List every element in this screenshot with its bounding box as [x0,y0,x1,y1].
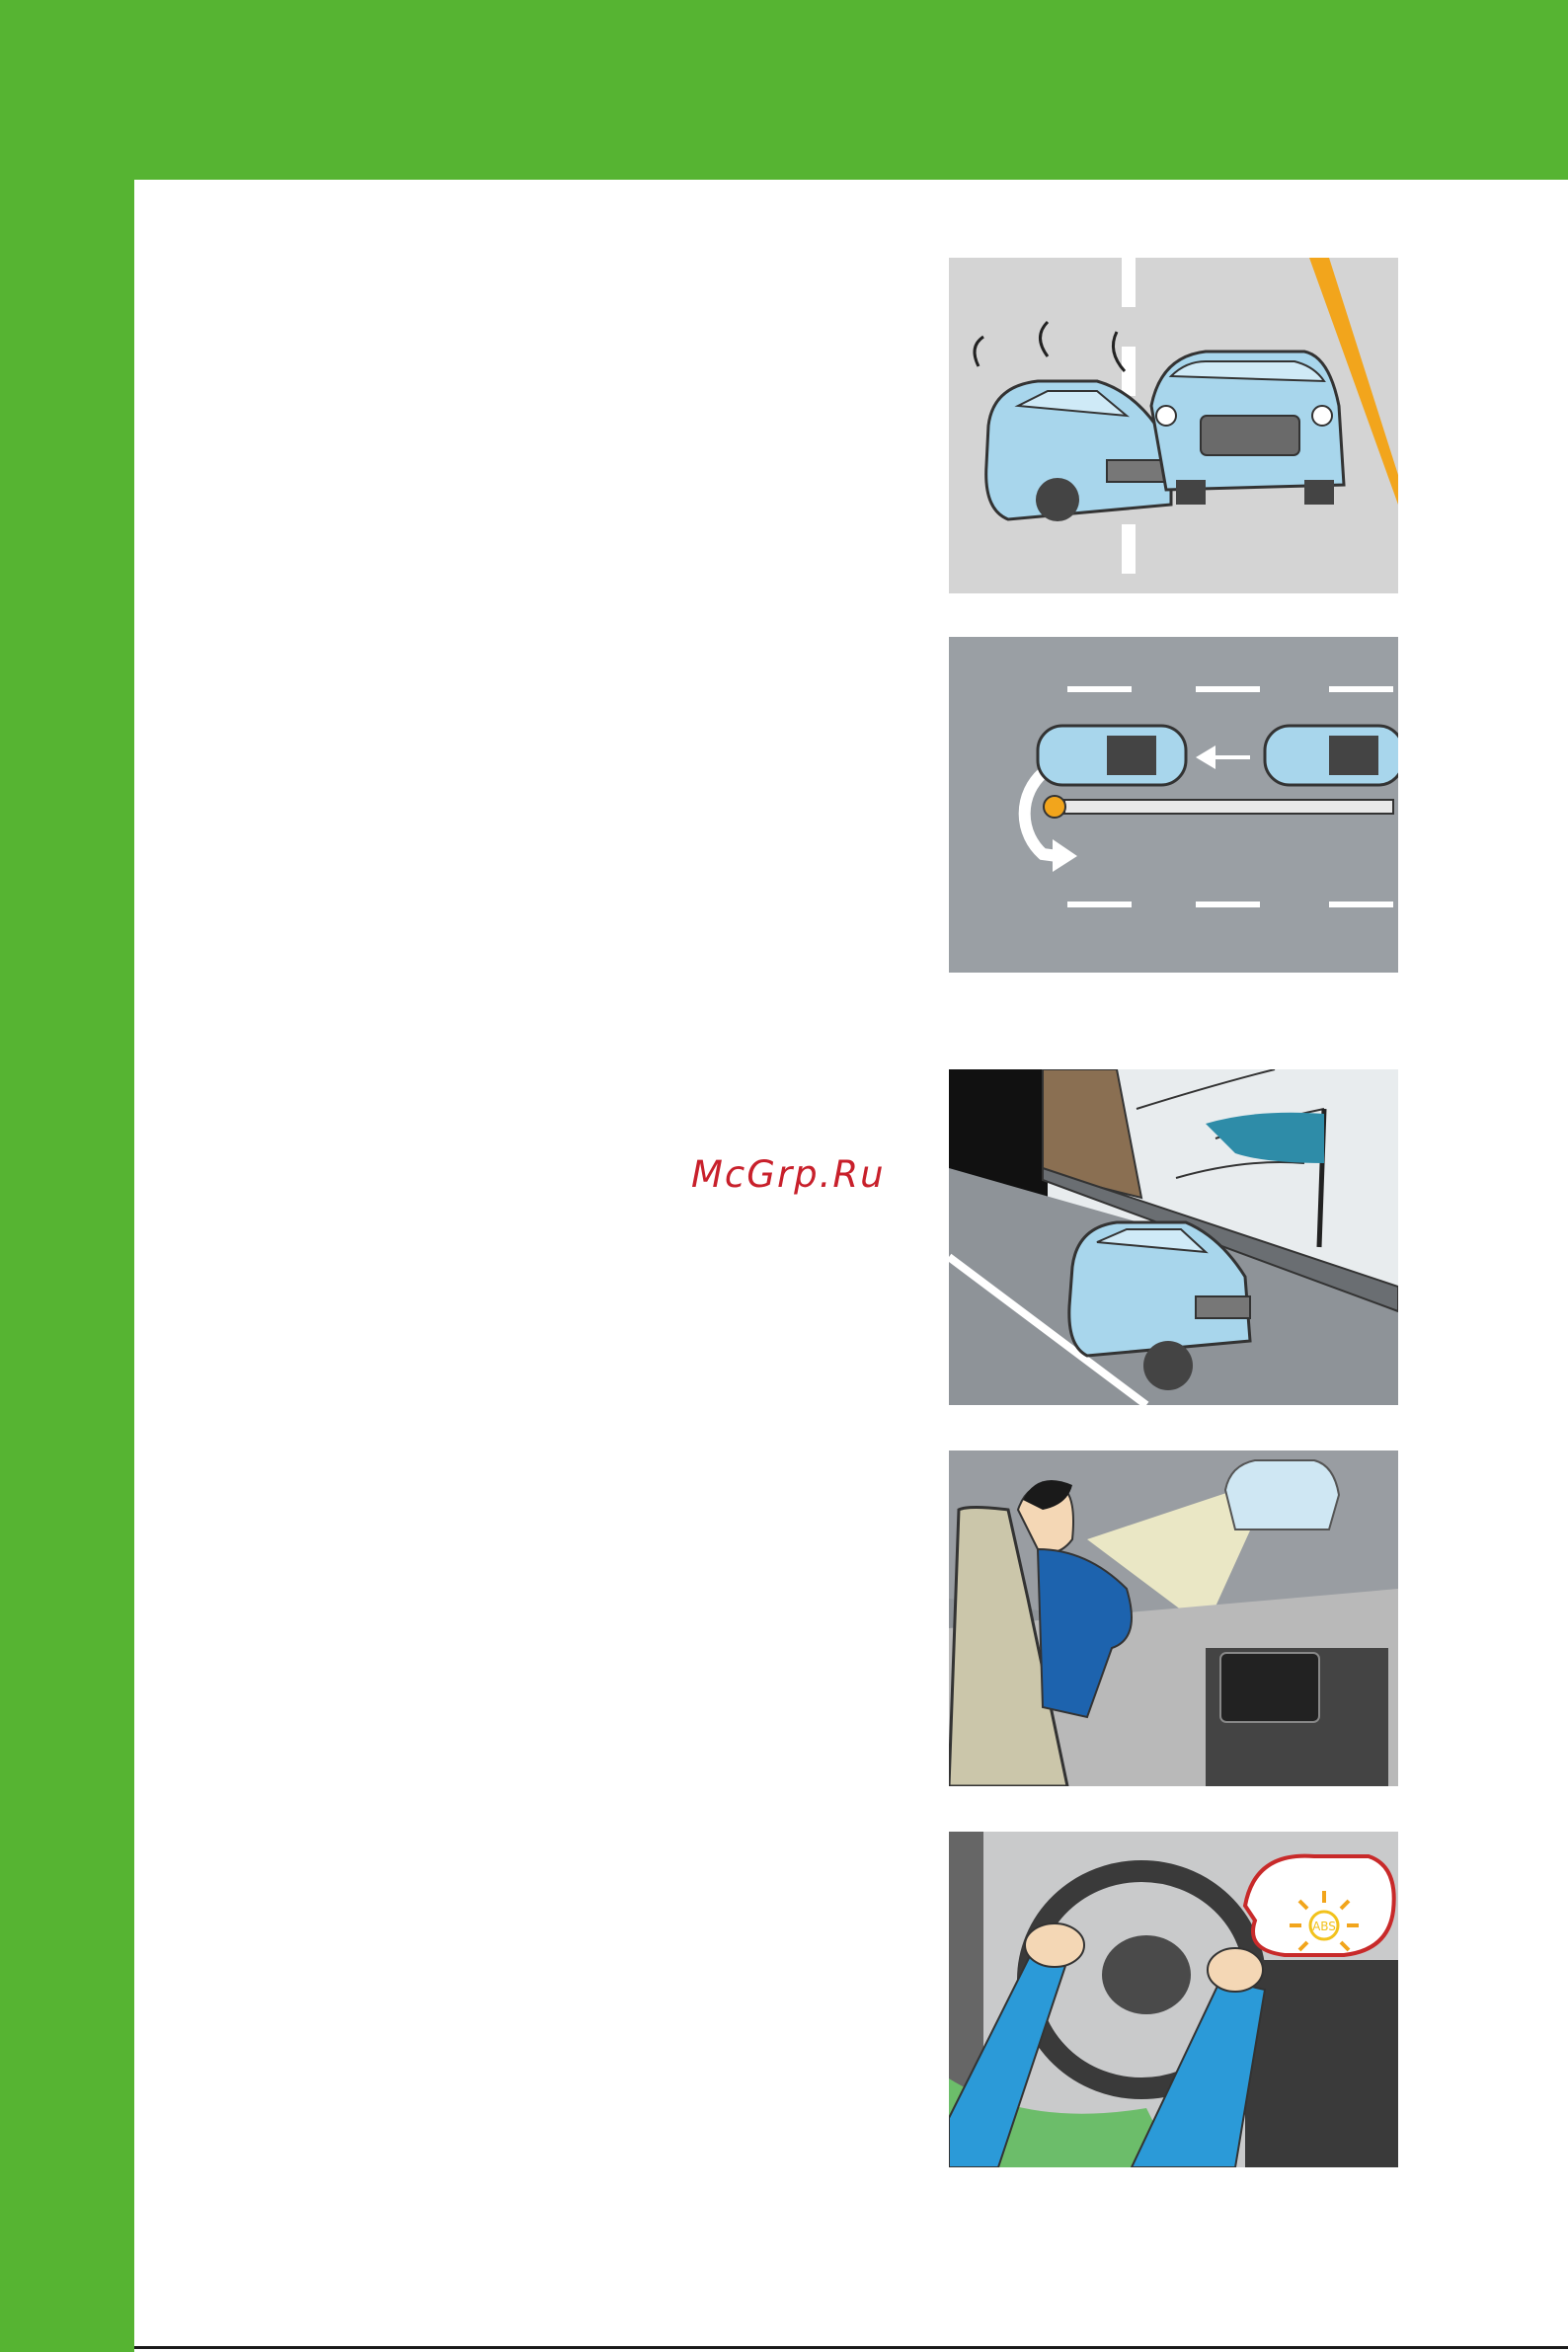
car-towing-lane-illustration [949,637,1398,973]
left-green-band [0,0,134,2352]
watermark: McGrp.Ru [691,1153,886,1196]
top-green-band [0,0,1568,180]
footer-rule [134,2346,1568,2349]
steering-wheel-abs-warning-illustration [949,1832,1398,2167]
car-leaving-tunnel-crosswind-illustration [949,1069,1398,1405]
driver-headlight-glare-illustration [949,1450,1398,1786]
abs-warning-icon-label: ABS [1312,1920,1336,1933]
two-cars-colliding-illustration [949,258,1398,593]
car-right [1151,352,1344,505]
